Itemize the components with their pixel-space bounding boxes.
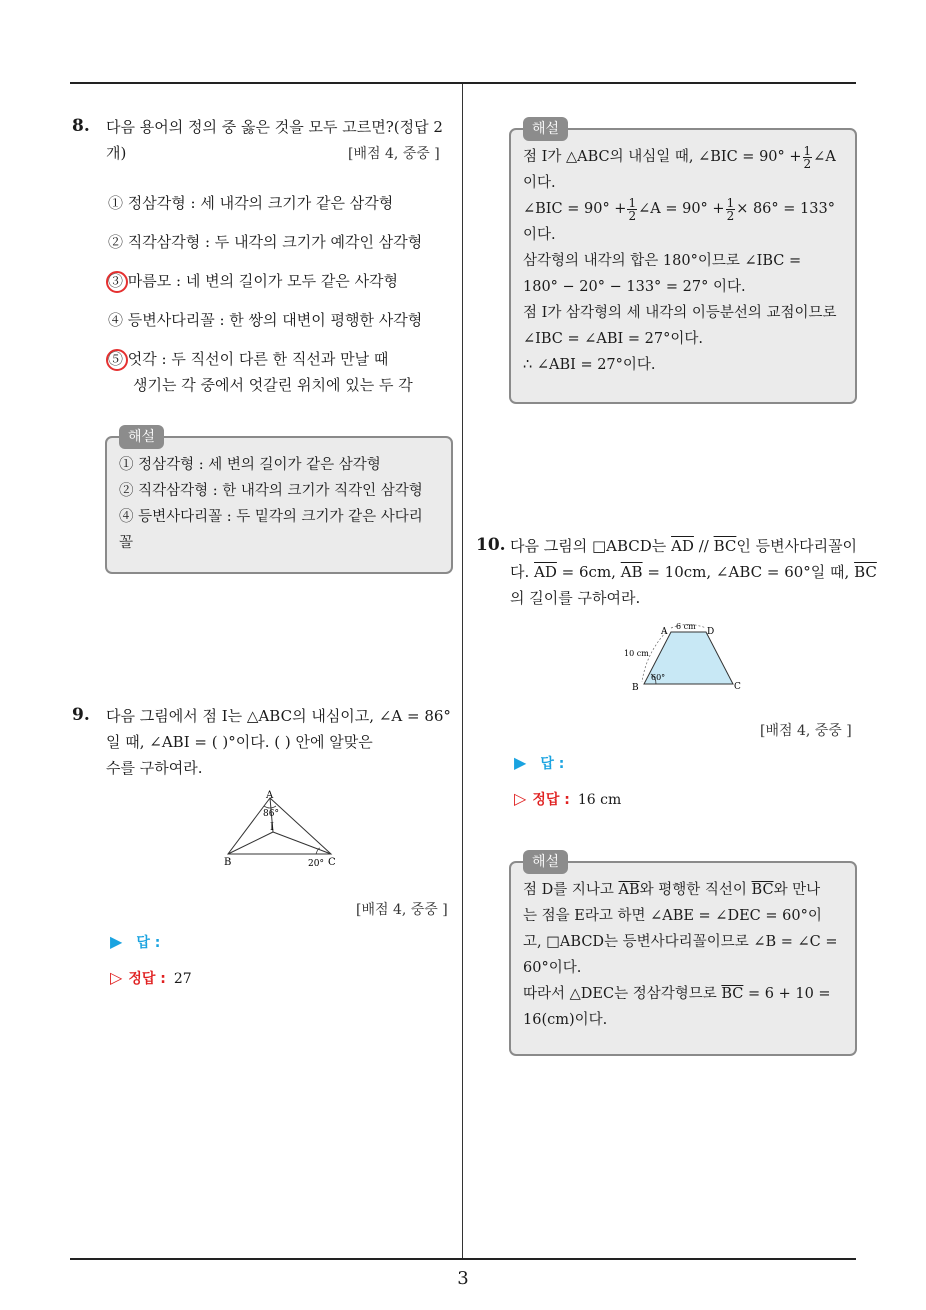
q8-score-meta: [배점 4, 중중 ] — [348, 146, 440, 162]
line-ci — [273, 832, 331, 854]
q10-sol-l5: 따라서 △DEC는 정삼각형므로 $\overline{BC} = 6 + 10$ = — [523, 986, 831, 1002]
q9-sol-l1a: 점 I가 △ABC의 내심일 때, ∠BIC = 90° + — [523, 149, 802, 165]
q9-sol-l4: 이다. — [523, 227, 556, 243]
q9-correct-value: 27 — [173, 971, 192, 987]
q9-correct-row — [110, 968, 192, 988]
q8-solution-line: 꼴 — [119, 535, 134, 551]
q8-solution-line: ② 직각삼각형 : 한 내각의 크기가 직각인 삼각형 — [119, 483, 423, 499]
q9-number: 9. — [72, 705, 90, 725]
q9-sol-l8: ∠IBC = ∠ABI = 27°이다. — [523, 331, 703, 347]
q9-answer-label: 답 : — [136, 935, 161, 951]
q10-sol-l4: 60°이다. — [523, 960, 582, 976]
q8-option-4[interactable]: ④ 등변사다리꼴 : 한 쌍의 대변이 평행한 사각형 — [108, 311, 423, 329]
q9-solution-box — [509, 121, 857, 404]
label-c: C — [328, 857, 336, 868]
q9-text-line3: 수를 구하여라. — [106, 759, 203, 777]
q9-sol-l5: 삼각형의 내각의 합은 180°이므로 ∠IBC = — [523, 253, 802, 269]
q8-option-5-cont: 생기는 각 중에서 엇갈린 위치에 있는 두 각 — [133, 376, 413, 394]
column-divider — [462, 84, 463, 1258]
q10-correct-label: 정답 : — [532, 792, 570, 808]
q10-trapezoid-figure — [620, 616, 750, 694]
q9-sol-l6: 180° − 20° − 133° = 27° 이다. — [523, 279, 746, 295]
q10-sol-l2: 는 점을 E라고 하면 ∠ABE = ∠DEC = 60°이 — [523, 908, 822, 924]
q8-solution-box — [105, 429, 453, 574]
q9-score-meta: [배점 4, 중중 ] — [356, 902, 448, 918]
q8-text-line1: 다음 용어의 정의 중 옳은 것을 모두 고르면?(정답 2 — [106, 118, 443, 136]
play-outline-icon: ▷ — [110, 968, 123, 987]
q10-correct-value: 16 cm — [577, 792, 622, 808]
play-icon: ▶ — [110, 932, 123, 951]
q8-solution-tag: 해설 — [119, 425, 164, 449]
q8-option-1[interactable]: ① 정삼각형 : 세 내각의 크기가 같은 삼각형 — [108, 194, 394, 212]
q9-sol-l1b: ∠A — [813, 149, 836, 165]
q8-solution-line: ④ 등변사다리꼴 : 두 밑각의 크기가 같은 사다리 — [119, 509, 423, 525]
q8-solution-line: ① 정삼각형 : 세 변의 길이가 같은 삼각형 — [119, 457, 381, 473]
q9-sol-l3c: × 86° = 133° — [736, 201, 835, 217]
q10-correct-row — [514, 789, 621, 809]
q8-text-line2: 개) — [106, 144, 127, 162]
label-top-length: 6 cm — [676, 622, 696, 631]
q10-solution-tag: 해설 — [523, 850, 568, 874]
q9-text-line1: 다음 그림에서 점 I는 △ABC의 내심이고, ∠A = 86° — [106, 707, 451, 725]
label-side-length: 10 cm — [624, 649, 649, 658]
q9-answer-row — [110, 932, 160, 952]
top-rule — [70, 82, 856, 84]
label-d: D — [707, 627, 715, 637]
q10-text-line1: 다음 그림의 □ABCD는 $\overline{AD} // \overline{BC}$인 등변사다리꼴이 — [510, 537, 858, 555]
label-a: A — [661, 627, 668, 637]
q10-answer-row — [514, 753, 564, 773]
q10-text-line3: 의 길이를 구하여라. — [510, 589, 641, 607]
bottom-rule — [70, 1258, 856, 1260]
fraction: $\frac{1}{2}$ — [726, 195, 735, 223]
page-number: 3 — [457, 1268, 469, 1289]
q10-solution-box — [509, 854, 857, 1056]
q9-sol-l3b: ∠A = 90° + — [638, 201, 725, 217]
play-outline-icon: ▷ — [514, 789, 527, 808]
q9-sol-l9: ∴ ∠ABI = 27°이다. — [523, 357, 656, 373]
q9-text-line2: 일 때, ∠ABI = ( )°이다. ( ) 안에 알맞은 — [106, 733, 373, 751]
fraction: $\frac{1}{2}$ — [803, 143, 812, 171]
q8-option-3[interactable]: ③ 마름모 : 네 변의 길이가 모두 같은 사각형 — [108, 272, 399, 290]
q10-sol-l3: 고, □ABCD는 등변사다리꼴이므로 ∠B = ∠C = — [523, 934, 838, 950]
label-b: B — [632, 683, 639, 693]
q9-sol-l2: 이다. — [523, 175, 556, 191]
q10-sol-l6: 16(cm)이다. — [523, 1012, 608, 1028]
q10-answer-label: 답 : — [540, 756, 565, 772]
q9-sol-l3a: ∠BIC = 90° + — [523, 201, 627, 217]
q10-sol-l1: 점 D를 지나고 $\overline{AB}$와 평행한 직선이 $\overline{BC}$와 만나 — [523, 882, 821, 898]
label-b: B — [224, 857, 232, 868]
angle-arc-a — [264, 806, 276, 808]
q8-number: 8. — [72, 116, 90, 136]
label-angle-c: 20° — [308, 859, 324, 869]
q9-solution-tag: 해설 — [523, 117, 568, 141]
q10-score-meta: [배점 4, 중중 ] — [760, 723, 852, 739]
q9-triangle-figure — [218, 788, 342, 872]
label-i: I — [270, 822, 274, 833]
label-angle-b: 60° — [651, 673, 666, 682]
triangle-abc — [228, 798, 331, 854]
label-angle-a: 86° — [263, 809, 279, 819]
q10-text-line2: 다. $\overline{AD} = 6cm$, $\overline{AB} = 10cm$, ∠ABC = 60°일 때, $\overline{BC}$ — [510, 563, 877, 581]
q8-option-5[interactable]: ⑤ 엇각 : 두 직선이 다른 한 직선과 만날 때 — [108, 350, 389, 368]
label-a: A — [266, 790, 274, 801]
play-icon: ▶ — [514, 753, 527, 772]
label-c: C — [734, 682, 741, 692]
line-bi — [228, 832, 273, 854]
q9-correct-label: 정답 : — [128, 971, 166, 987]
q10-number: 10. — [476, 535, 506, 555]
fraction: $\frac{1}{2}$ — [628, 195, 637, 223]
q8-option-2[interactable]: ② 직각삼각형 : 두 내각의 크기가 예각인 삼각형 — [108, 233, 423, 251]
q9-sol-l7: 점 I가 삼각형의 세 내각의 이등분선의 교점이므로 — [523, 305, 837, 321]
